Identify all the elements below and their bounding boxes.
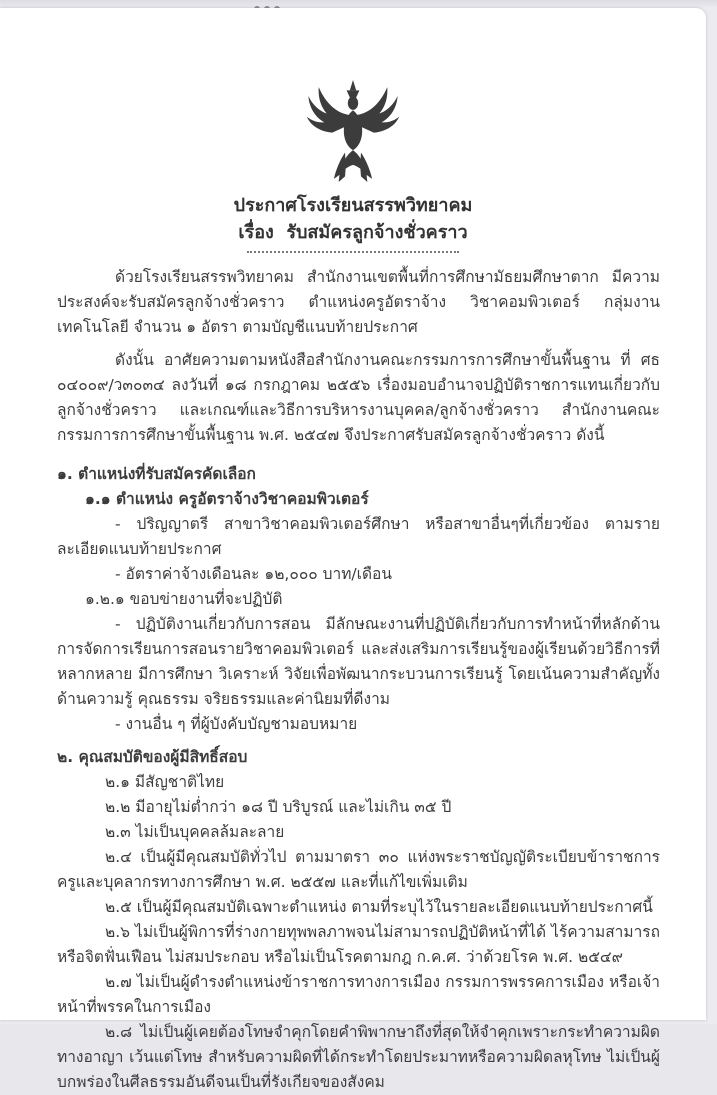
qualification-item: ๒.๒ มีอายุไม่ต่ำกว่า ๑๘ ปี บริบูรณ์ และไม่เกิน ๓๕ ปี (105, 798, 452, 816)
bullet-item: - ปริญญาตรี สาขาวิชาคอมพิวเตอร์ศึกษา หรือสาขาอื่นๆที่เกี่ยวข้อง ตามรายละเอียดแนบท้ายประกาศ (57, 515, 660, 558)
qualification-item: ๒.๖ ไม่เป็นผู้พิการที่ร่างกายทุพพลภาพจนไม่สามารถปฏิบัติหน้าที่ได้ ไร้ความสามารถ หรือจิตฟั่นเฟือน ไม่สมประกอบ หรือไม่เป็นโรคตามกฎ ก.ค.ศ. ว่าด้วยโรค พ.ศ. ๒๕๔๙ (57, 923, 660, 966)
qualification-item: ๒.๓ ไม่เป็นบุคคลล้มละลาย (105, 823, 285, 841)
document-page (0, 8, 706, 1091)
section-1-1-heading: ๑.๑ ตำแหน่ง ครูอัตราจ้างวิชาคอมพิวเตอร์ (85, 490, 369, 508)
qualification-item: ๒.๔ เป็นผู้มีคุณสมบัติทั่วไป ตามมาตรา ๓๐ แห่งพระราชบัญญัติระเบียบข้าราชการครูและบุคลากรทางการศึกษา พ.ศ. ๒๕๕๗ และที่แก้ไขเพิ่มเติม (57, 848, 660, 891)
bullet-item: - งานอื่น ๆ ที่ผู้บังคับบัญชามอบหมาย (115, 715, 358, 733)
section-1-2-1-heading: ๑.๒.๑ ขอบข่ายงานที่จะปฏิบัติ (85, 590, 283, 608)
qualification-item: ๒.๘ ไม่เป็นผู้เคยต้องโทษจำคุกโดยคำพิพากษาถึงที่สุดให้จำคุกเพราะกระทำความผิดทางอาญา เว้นแต่โทษ สำหรับความผิดที่ได้กระทำโดยประมาทหรือความผิดลหุโทษ ไม่เป็นผู้บกพร่องในศีลธรรมอันดีจนเป็นที่รังเกียจของสังคม (57, 1023, 660, 1091)
dotted-divider (247, 251, 459, 253)
document-body (57, 265, 660, 1095)
qualification-item: ๒.๑ มีสัญชาติไทย (105, 773, 225, 791)
garuda-emblem-icon (305, 80, 401, 182)
bullet-item: - อัตราค่าจ้างเดือนละ ๑๒,๐๐๐ บาท/เดือน (115, 565, 392, 583)
qualification-item: ๒.๕ เป็นผู้มีคุณสมบัติเฉพาะตำแหน่ง ตามที่ระบุไว้ในรายละเอียดแนบท้ายประกาศนี้ (105, 898, 653, 916)
paragraph: ดังนั้น อาศัยความตามหนังสือสำนักงานคณะกรรมการการศึกษาขั้นพื้นฐาน ที่ ศธ ๐๔๐๐๙/ว๓๐๓๔ ลงวันที่ ๑๘ กรกฎาคม ๒๕๕๖ เรื่องมอบอำนาจปฏิบัติราชการแทนเกี่ยวกับลูกจ้างชั่วคราว และเกณฑ์และวิธีการบริหารงานบุคคล/ลูกจ้างชั่วคราว สำนักงานคณะกรรมการการศึกษาขั้นพื้นฐาน พ.ศ. ๒๕๔๗ จึงประกาศรับสมัครลูกจ้างชั่วคราว ดังนี้ (57, 351, 660, 444)
paragraph: ด้วยโรงเรียนสรรพวิทยาคม สำนักงานเขตพื้นที่การศึกษามัธยมศึกษาตาก มีความประสงค์จะรับสมัครลูกจ้างชั่วคราว ตำแหน่งครูอัตราจ้าง วิชาคอมพิวเตอร์ กลุ่มงานเทคโนโลยี จำนวน ๑ อัตรา ตามบัญชีแนบท้ายประกาศ (57, 268, 660, 336)
section-1-heading: ๑. ตำแหน่งที่รับสมัครคัดเลือก (57, 465, 256, 483)
qualification-item: ๒.๗ ไม่เป็นผู้ดำรงตำแหน่งข้าราชการทางการเมือง กรรมการพรรคการเมือง หรือเจ้าหน้าที่พรรคในการเมือง (57, 973, 660, 1016)
announcement-subject: เรื่อง รับสมัครลูกจ้างชั่วคราว (238, 222, 468, 243)
announcement-title: ประกาศโรงเรียนสรรพวิทยาคม (233, 195, 473, 216)
section-2-heading: ๒. คุณสมบัติของผู้มีสิทธิ์สอบ (57, 748, 248, 766)
bullet-item: - ปฏิบัติงานเกี่ยวกับการสอน มีลักษณะงานที่ปฏิบัติเกี่ยวกับการทำหน้าที่หลักด้านการจัดการเรียนการสอนรายวิชาคอมพิวเตอร์ และส่งเสริมการเรียนรู้ของผู้เรียนด้วยวิธีการที่หลากหลาย มีการศึกษา วิเคราะห์ วิจัยเพื่อพัฒนากระบวนการเรียนรู้ โดยเน้นความสำคัญทั้งด้านความรู้ คุณธรรม จริยธรรมและค่านิยมที่ดีงาม (57, 615, 660, 708)
